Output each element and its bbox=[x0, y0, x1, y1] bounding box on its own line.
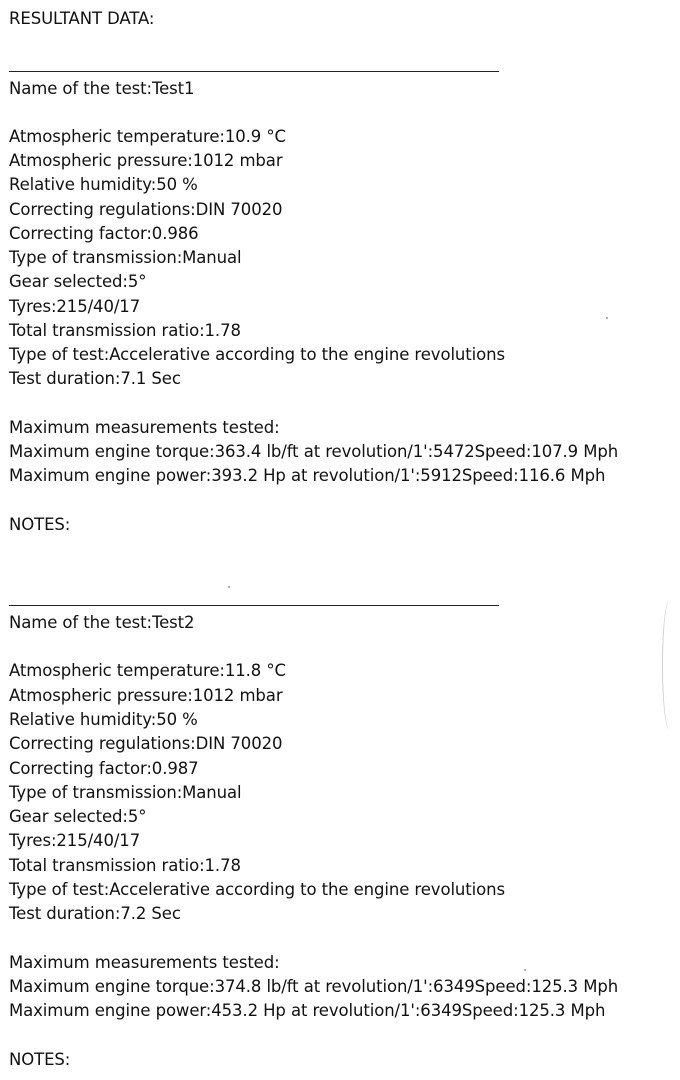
test1-correcting-regulations: Correcting regulations:DIN 70020 bbox=[9, 200, 283, 219]
test2-notes-label: NOTES: bbox=[9, 1050, 71, 1069]
test1-tyres: Tyres:215/40/17 bbox=[9, 297, 141, 316]
test2-max-power: Maximum engine power:453.2 Hp at revolution/1':6349Speed:125.3 Mph bbox=[9, 1001, 606, 1020]
test2-test-duration: Test duration:7.2 Sec bbox=[9, 904, 181, 923]
test2-atmospheric-pressure: Atmospheric pressure:1012 mbar bbox=[9, 686, 283, 705]
test1-atmospheric-temperature: Atmospheric temperature:10.9 °C bbox=[9, 127, 286, 146]
section-divider-test2 bbox=[9, 605, 499, 606]
test2-transmission-type: Type of transmission:Manual bbox=[9, 783, 242, 802]
test1-atmospheric-pressure: Atmospheric pressure:1012 mbar bbox=[9, 151, 283, 170]
test2-atmospheric-temperature: Atmospheric temperature:11.8 °C bbox=[9, 661, 286, 680]
test1-notes-label: NOTES: bbox=[9, 515, 71, 534]
test1-relative-humidity: Relative humidity:50 % bbox=[9, 175, 198, 194]
test2-test-type: Type of test:Accelerative according to the engine revolutions bbox=[9, 880, 505, 899]
test2-correcting-regulations: Correcting regulations:DIN 70020 bbox=[9, 734, 283, 753]
scan-edge-smudge bbox=[662, 600, 677, 730]
test1-transmission-type: Type of transmission:Manual bbox=[9, 248, 242, 267]
test2-max-heading: Maximum measurements tested: bbox=[9, 953, 280, 972]
test2-relative-humidity: Relative humidity:50 % bbox=[9, 710, 198, 729]
test1-gear-selected: Gear selected:5° bbox=[9, 272, 147, 291]
scan-speck bbox=[524, 969, 526, 971]
section-divider-test1 bbox=[9, 71, 499, 72]
test1-name: Name of the test:Test1 bbox=[9, 79, 195, 98]
test2-gear-selected: Gear selected:5° bbox=[9, 807, 147, 826]
test2-tyres: Tyres:215/40/17 bbox=[9, 831, 141, 850]
test2-max-torque: Maximum engine torque:374.8 lb/ft at revolution/1':6349Speed:125.3 Mph bbox=[9, 977, 619, 996]
test1-test-duration: Test duration:7.1 Sec bbox=[9, 369, 181, 388]
test1-max-torque: Maximum engine torque:363.4 lb/ft at revolution/1':5472Speed:107.9 Mph bbox=[9, 442, 619, 461]
document-header: RESULTANT DATA: bbox=[9, 9, 155, 28]
test1-test-type: Type of test:Accelerative according to the engine revolutions bbox=[9, 345, 505, 364]
scan-speck bbox=[606, 317, 608, 319]
test1-max-power: Maximum engine power:393.2 Hp at revolution/1':5912Speed:116.6 Mph bbox=[9, 466, 606, 485]
scan-speck bbox=[228, 586, 230, 588]
test2-name: Name of the test:Test2 bbox=[9, 613, 195, 632]
test1-transmission-ratio: Total transmission ratio:1.78 bbox=[9, 321, 241, 340]
test1-max-heading: Maximum measurements tested: bbox=[9, 418, 280, 437]
test2-transmission-ratio: Total transmission ratio:1.78 bbox=[9, 856, 241, 875]
test2-correcting-factor: Correcting factor:0.987 bbox=[9, 759, 199, 778]
test1-correcting-factor: Correcting factor:0.986 bbox=[9, 224, 199, 243]
